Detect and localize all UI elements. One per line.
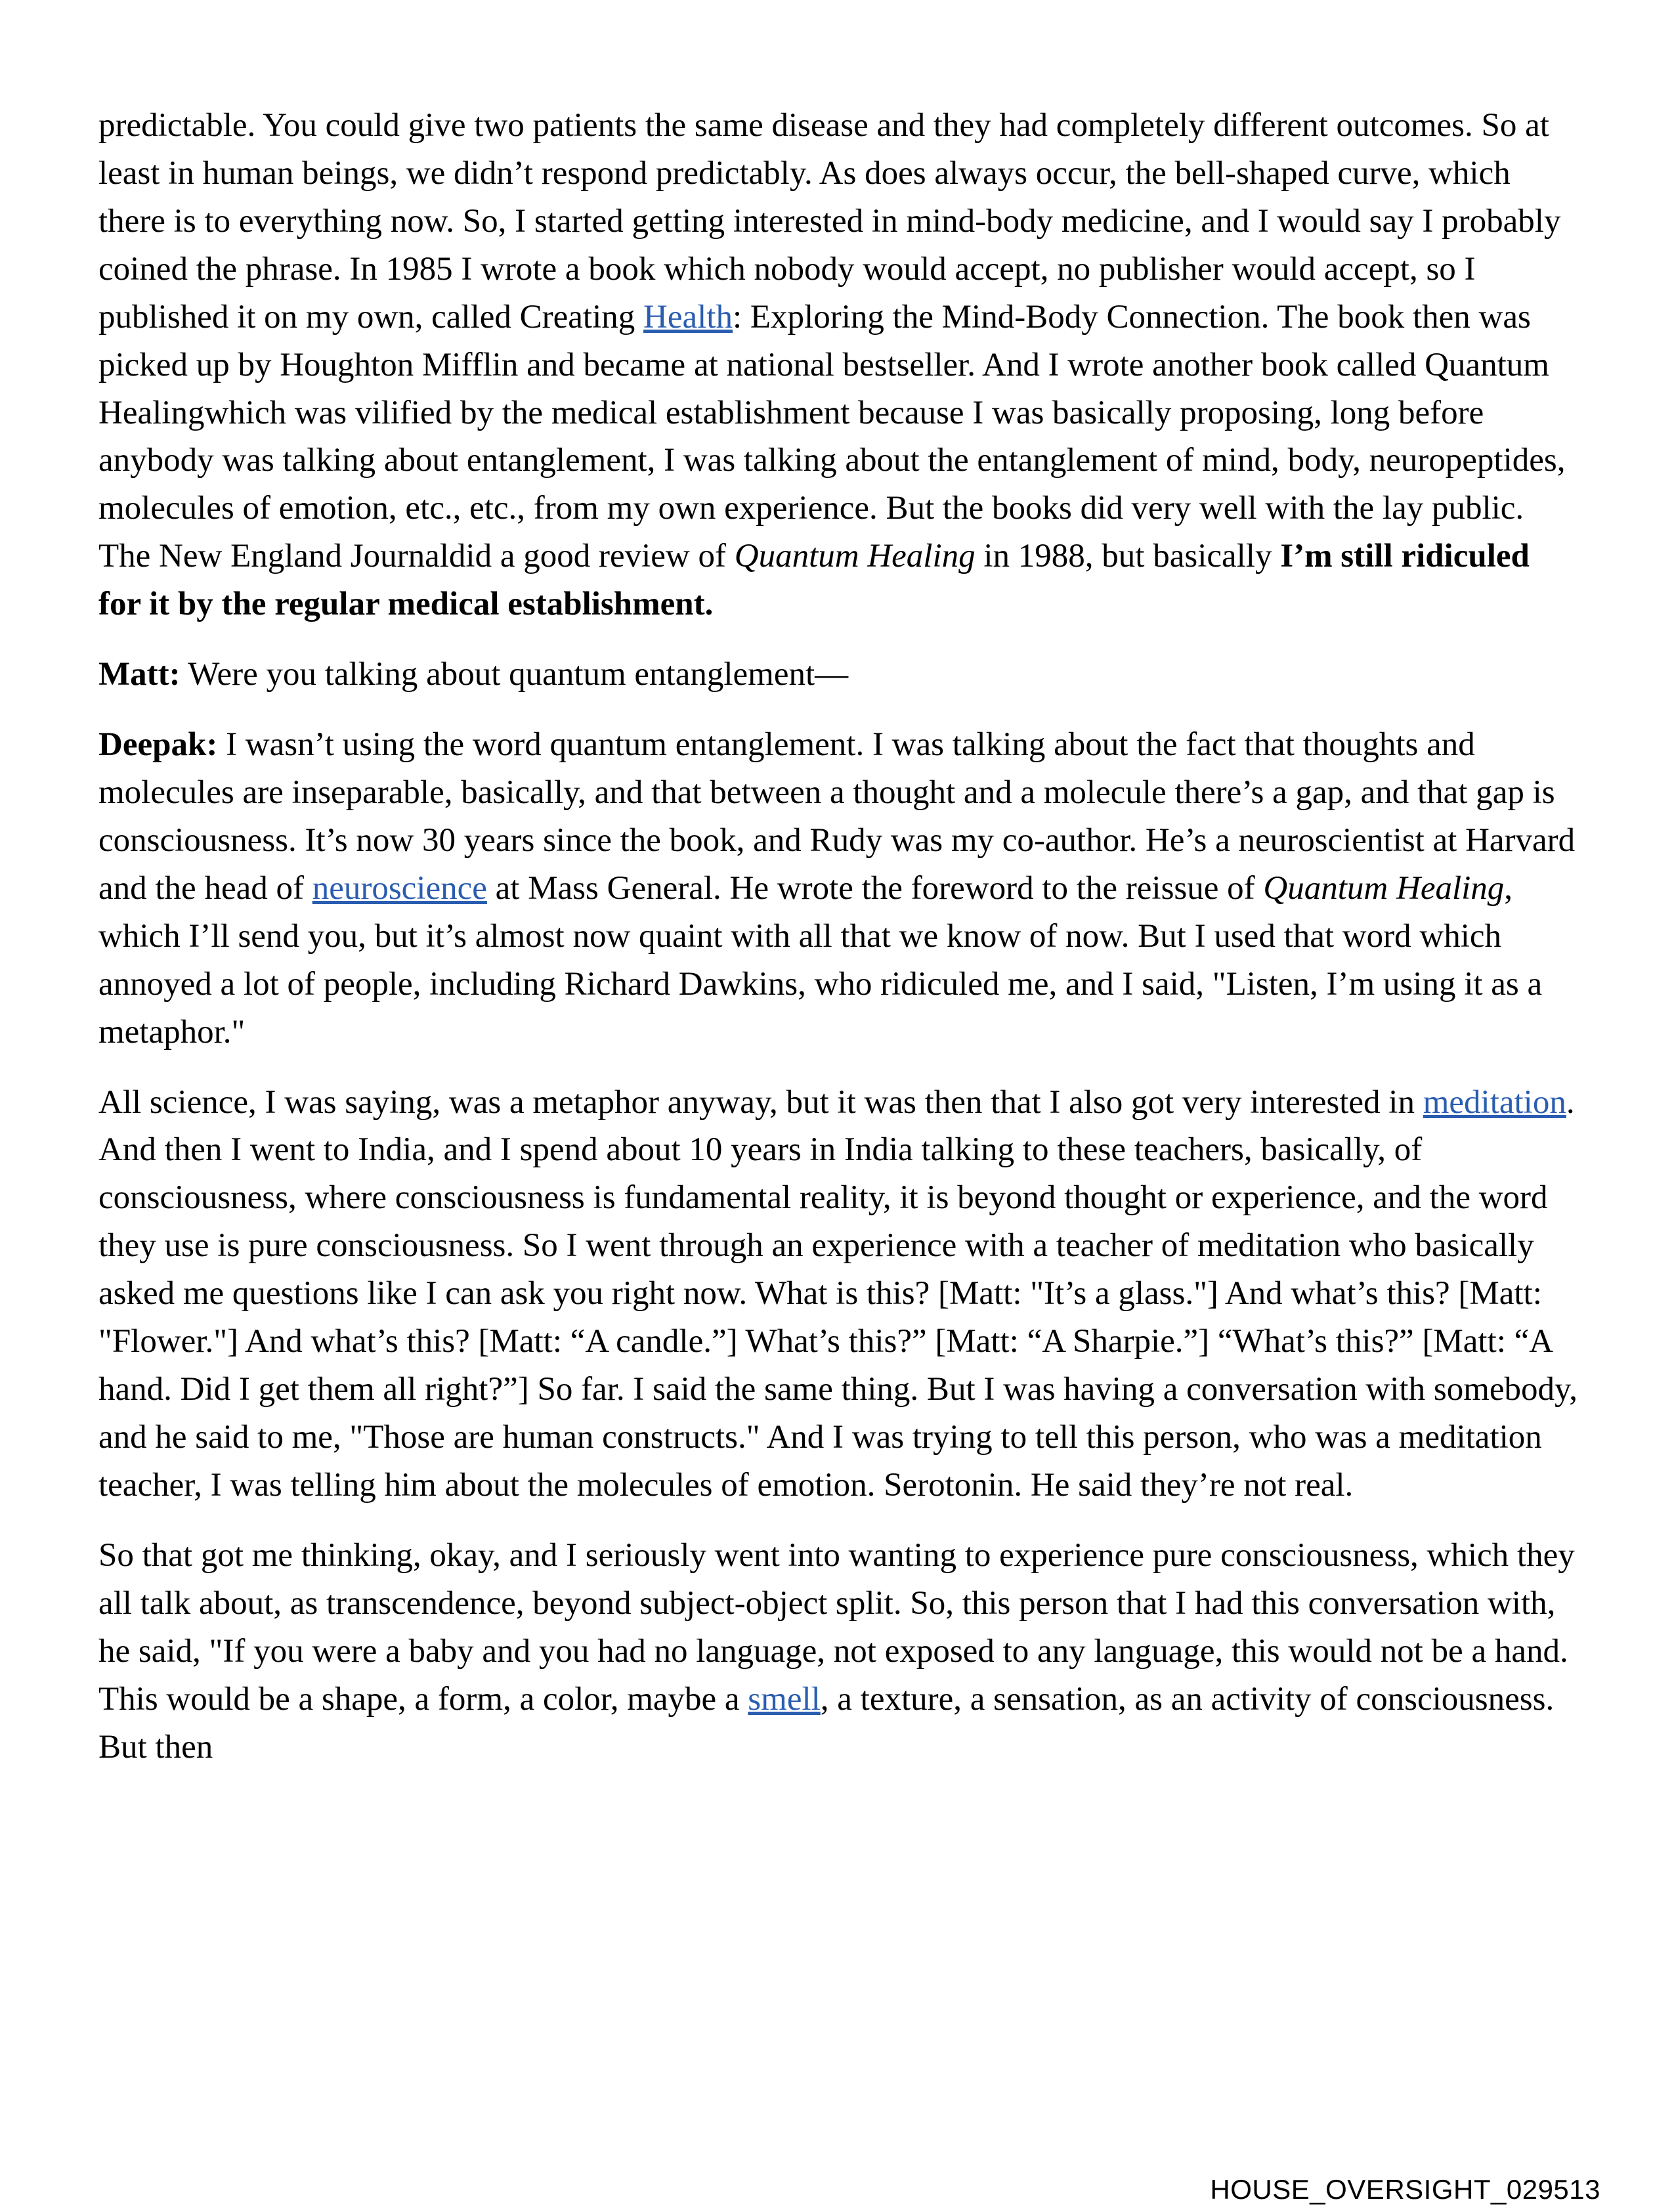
text-run: in 1988, but basically xyxy=(975,538,1281,575)
italic-text: Quantum Healing xyxy=(734,538,976,575)
paragraph xyxy=(98,651,1579,699)
hyperlink[interactable]: neuroscience xyxy=(312,869,487,907)
bates-number: HOUSE_OVERSIGHT_029513 xyxy=(1210,2174,1600,2205)
text-run: , which I’ll send you, but it’s almost now quaint with all that we know of now. But I used that word which annoyed a lot of people, including Richard Dawkins, who ridiculed me, and I said, "Listen, I’m using it as a metaphor." xyxy=(98,869,1543,1051)
text-run: , a texture, a sensation, as an activity of consciousness. But then xyxy=(98,1680,1555,1766)
text-run: predictable. You could give two patients the same disease and they had completely different outcomes. So at least in human beings, we didn’t respond predictably. As does always occur, the bell-shaped curve, which there is to everything now. So, I started getting interested in mind-body medicine, and I would say I probably coined the phrase. In 1985 I wrote a book which nobody would accept, no publisher would accept, so I published it on my own, called Creating xyxy=(98,107,1561,336)
paragraph xyxy=(98,1532,1579,1771)
paragraph xyxy=(98,102,1579,628)
text-run: at Mass General. He wrote the foreword to the reissue of xyxy=(486,869,1264,907)
text-run: : Exploring the Mind-Body Connection. The book then was picked up by Houghton Mifflin and became at national bestseller. And I wrote another book called Quantum Healingwhich was vilified by the medical establishment because I was basically proposing, long before anybody was talking about entanglement, I was talking about the entanglement of mind, body, neuropeptides, molecules of emotion, etc., etc., from my own experience. But the books did very well with the lay public. The New England Journaldid a good review of xyxy=(98,298,1566,575)
hyperlink[interactable]: Health xyxy=(643,298,733,336)
italic-text: Quantum Healing xyxy=(1263,869,1505,907)
paragraph xyxy=(98,721,1579,1056)
text-run: . And then I went to India, and I spend about 10 years in India talking to these teachers, basically, of consciousness, where consciousness is fundamental reality, it is beyond thought or experience, and the word they use is pure consciousness. So I went through an experience with a teacher of meditation who basically asked me questions like I can ask you right now. What is this? [Matt: "It’s a glass."] And what’s this? [Matt: "Flower."] And what’s this? [Matt: “A candle.”] What’s this?” [Matt: “A Sharpie.”] “What’s this?” [Matt: “A hand. Did I get them all right?”] So far. I said the same thing. But I was having a conversation with somebody, and he said to me, "Those are human constructs." And I was trying to tell this person, who was a meditation teacher, I was telling him about the molecules of emotion. Serotonin. He said they’re not real. xyxy=(98,1083,1577,1504)
text-run: I wasn’t using the word quantum entanglement. I was talking about the fact that thoughts and molecules are inseparable, basically, and that between a thought and a molecule there’s a gap, and that gap is consciousness. It’s now 30 years since the book, and Rudy was my co-author. He’s a neuroscientist at Harvard and the head of xyxy=(98,726,1576,907)
paragraph xyxy=(98,1079,1579,1509)
hyperlink[interactable]: smell xyxy=(748,1680,821,1718)
bold-text: Matt: xyxy=(98,656,181,693)
text-run: So that got me thinking, okay, and I seriously went into wanting to experience pure consciousness, which they all talk about, as transcendence, beyond subject-object split. So, this person that I had this conversation with, he said, "If you were a baby and you had no language, not exposed to any language, this would not be a hand. This would be a shape, a form, a color, maybe a xyxy=(98,1536,1575,1718)
bold-text: I’m still ridiculed for it by the regular medical establishment. xyxy=(98,538,1530,623)
transcript-body xyxy=(98,102,1579,1793)
bold-text: Deepak: xyxy=(98,726,218,764)
text-run: Were you talking about quantum entanglement— xyxy=(180,656,849,693)
hyperlink[interactable]: meditation xyxy=(1423,1083,1566,1121)
text-run: All science, I was saying, was a metaphor anyway, but it was then that I also got very interested in xyxy=(98,1083,1423,1121)
